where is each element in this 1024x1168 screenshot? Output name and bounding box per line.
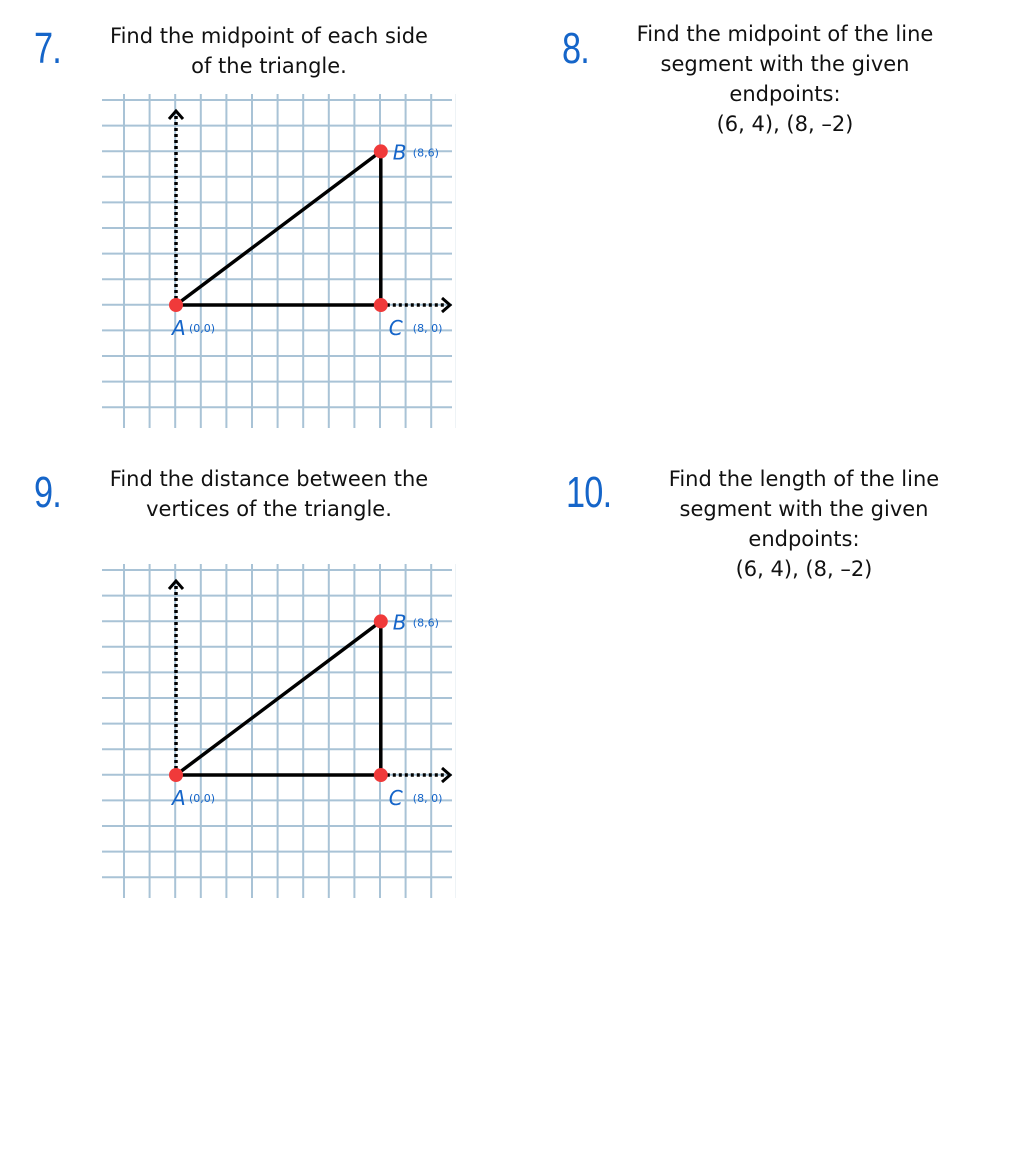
prompt-line: Find the midpoint of each side	[110, 24, 428, 48]
vertex-point-b	[374, 144, 388, 158]
problem-number-10: 10.	[566, 468, 612, 517]
vertex-coord-c: (8, 0)	[412, 322, 443, 335]
vertex-point-c	[374, 298, 388, 312]
prompt-line: endpoints:	[729, 82, 841, 106]
vertex-coord-a: (0,0)	[189, 792, 216, 805]
problem-8-prompt	[610, 19, 960, 139]
prompt-line: (6, 4), (8, –2)	[716, 112, 854, 136]
problem-number-9: 9.	[34, 468, 62, 517]
problem-10-prompt	[629, 464, 979, 584]
vertex-point-a	[169, 768, 183, 782]
prompt-line: endpoints:	[748, 527, 860, 551]
problem-number-7: 7.	[34, 24, 62, 73]
vertex-point-c	[374, 768, 388, 782]
triangle-graph-9	[100, 562, 456, 902]
vertex-coord-b: (8,6)	[412, 616, 439, 630]
triangle-graph-7	[100, 92, 456, 432]
vertex-coord-c: (8, 0)	[412, 792, 443, 805]
prompt-line: segment with the given	[679, 497, 929, 521]
vertex-coord-a: (0,0)	[189, 322, 216, 335]
prompt-line: (6, 4), (8, –2)	[735, 557, 873, 581]
vertex-coord-b: (8,6)	[412, 146, 439, 160]
vertex-label-c: C	[388, 786, 403, 810]
prompt-line: vertices of the triangle.	[146, 497, 392, 521]
vertex-label-c: C	[388, 316, 403, 340]
prompt-line: of the triangle.	[191, 54, 347, 78]
problem-9-prompt	[94, 464, 444, 524]
prompt-line: Find the length of the line	[668, 467, 940, 491]
vertex-label-a: A	[172, 786, 186, 810]
prompt-line: segment with the given	[660, 52, 910, 76]
prompt-line: Find the midpoint of the line	[636, 22, 934, 46]
vertex-point-a	[169, 298, 183, 312]
vertex-label-b: B	[392, 610, 407, 635]
vertex-label-b: B	[392, 140, 407, 165]
problem-number-8: 8.	[562, 24, 590, 73]
vertex-point-b	[374, 614, 388, 628]
prompt-line: Find the distance between the	[109, 467, 429, 491]
problem-7-prompt	[94, 21, 444, 81]
vertex-label-a: A	[172, 316, 186, 340]
